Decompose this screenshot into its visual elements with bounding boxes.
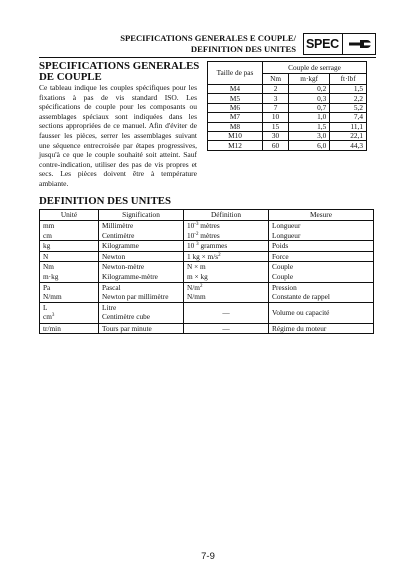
table-row	[208, 131, 367, 140]
unit-ftlbf: ft·lbf	[330, 74, 367, 85]
unit-cell: N/mm	[40, 292, 99, 302]
mesure-cell: Pression	[269, 282, 374, 292]
ftlbf-cell: 11,1	[330, 122, 367, 131]
nm-cell: 60	[263, 141, 289, 150]
mkgf-cell: 0,3	[289, 94, 330, 103]
definition-cell: N/mm	[184, 292, 269, 302]
nm-cell: 15	[263, 122, 289, 131]
table-row	[40, 221, 374, 231]
nm-cell: 10	[263, 113, 289, 122]
size-cell: M5	[208, 94, 263, 103]
mkgf-cell: 1,5	[289, 122, 330, 131]
definition-exponent: 2	[218, 252, 221, 258]
nm-cell: 7	[263, 103, 289, 112]
col-header-mesure: Mesure	[269, 210, 374, 221]
mesure-cell: Constante de rappel	[269, 292, 374, 302]
col-header-torque: Couple de serrage	[263, 62, 367, 74]
ftlbf-cell: 22,1	[330, 131, 367, 140]
signification-cell	[99, 302, 184, 323]
mkgf-cell: 0,2	[289, 85, 330, 94]
torque-table	[207, 61, 367, 151]
definition-exponent: 3	[196, 242, 199, 248]
mkgf-cell: 3,0	[289, 131, 330, 140]
wrench-icon	[343, 39, 375, 49]
definition-cell: N × m	[184, 262, 269, 272]
definition-cell	[184, 221, 269, 231]
header-title-line1: SPECIFICATIONS GENERALES E COUPLE/	[120, 33, 296, 43]
definition-exponent: 2	[199, 283, 203, 289]
unit-cell: Nm	[40, 262, 99, 272]
page-number: 7-9	[201, 551, 215, 562]
table-row	[40, 323, 374, 334]
mesure-cell: Longueur	[269, 231, 374, 241]
nm-cell: 30	[263, 131, 289, 140]
unit-litre: L	[43, 302, 48, 312]
table-row	[40, 302, 374, 323]
signification-cell: Newton par millimètre	[99, 292, 184, 302]
signification-cell: Kilogramme-mètre	[99, 272, 184, 282]
signification-cm3: Centimètre cube	[102, 312, 151, 322]
section-heading-torque	[39, 61, 199, 83]
definition-suffix: mètres	[198, 230, 220, 240]
unit-cell: mm	[40, 221, 99, 231]
ftlbf-cell: 5,2	[330, 103, 367, 112]
unit-cell: N	[40, 251, 99, 262]
section-heading-line1: SPECIFICATIONS GENERALES	[39, 60, 200, 72]
col-header-definition: Définition	[184, 210, 269, 221]
mesure-cell: Force	[269, 251, 374, 262]
definition-cell: —	[184, 302, 269, 323]
col-header-size: Taille de pas	[208, 62, 263, 85]
col-header-signification: Signification	[99, 210, 184, 221]
unit-cm3-base: cm	[43, 312, 52, 322]
mkgf-cell: 0,7	[289, 103, 330, 112]
table-row	[40, 272, 374, 282]
size-cell: M4	[208, 85, 263, 94]
signification-cell: Centimètre	[99, 231, 184, 241]
definition-base: 10	[187, 221, 195, 230]
definition-cell: m × kg	[184, 272, 269, 282]
col-header-unite: Unité	[40, 210, 99, 221]
table-row	[208, 94, 367, 103]
ftlbf-cell: 7,4	[330, 113, 367, 122]
size-cell: M10	[208, 131, 263, 140]
units-table	[39, 209, 374, 334]
table-row	[40, 251, 374, 262]
mesure-cell: Volume ou capacité	[269, 302, 374, 323]
ftlbf-cell: 1,5	[330, 85, 367, 94]
mesure-cell: Poids	[269, 241, 374, 252]
definition-exponent: -3	[194, 222, 199, 227]
nm-cell: 2	[263, 85, 289, 94]
definition-cell	[184, 231, 269, 241]
intro-paragraph: Ce tableau indique les couples spécifiques pour les fixations à pas de vis standard ISO. Les spécifications de couple pour les composants ou assemblages spéciaux sont indiquées dans les sections appropriées de ce manuel. Afin d'éviter de fausser les pièces, serrer les assemblages suivant une séquence entrecroisée par étapes progressives, jusqu'à ce que le couple souhaité soit atteint. Sauf contre-indication, utiliser des pas de vis propres et secs. Les pièces doivent être à température ambiante.	[39, 83, 197, 188]
table-row	[208, 141, 367, 150]
unit-nm: Nm	[263, 74, 289, 85]
section-heading-units: DEFINITION DES UNITES	[39, 195, 171, 207]
definition-base: N/m	[187, 282, 200, 292]
definition-cell: —	[184, 323, 269, 334]
signification-cell: Pascal	[99, 282, 184, 292]
unit-cm3	[43, 312, 95, 322]
ftlbf-cell: 44,3	[330, 141, 367, 150]
unit-cm3-exponent: 3	[51, 313, 55, 319]
mesure-cell: Longueur	[269, 221, 374, 231]
mkgf-cell: 6,0	[289, 141, 330, 150]
unit-cell: kg	[40, 241, 99, 252]
table-row	[40, 231, 374, 241]
nm-cell: 3	[263, 94, 289, 103]
mesure-cell: Couple	[269, 262, 374, 272]
spec-label: SPEC	[304, 34, 343, 54]
unit-cell: Pa	[40, 282, 99, 292]
definition-base: 10	[187, 230, 195, 240]
definition-cell	[184, 251, 269, 262]
unit-cell	[40, 302, 99, 323]
table-row	[208, 113, 367, 122]
section-heading-line2: DE COUPLE	[39, 71, 102, 83]
size-cell: M12	[208, 141, 263, 150]
definition-cell	[184, 282, 269, 292]
signification-cell: Kilogramme	[99, 241, 184, 252]
table-row	[40, 241, 374, 252]
header-title-line2: DEFINITION DES UNITES	[190, 44, 296, 54]
table-row	[208, 103, 367, 112]
header-rule	[39, 57, 376, 58]
size-cell: M8	[208, 122, 263, 131]
unit-mkgf: m·kgf	[289, 74, 330, 85]
definition-cell	[184, 241, 269, 252]
signification-litre: Litre	[102, 302, 117, 312]
signification-cell: Tours par minute	[99, 323, 184, 334]
definition-exponent: -2	[194, 231, 199, 237]
unit-cell: cm	[40, 231, 99, 241]
definition-suffix: grammes	[198, 241, 228, 251]
size-cell: M6	[208, 103, 263, 112]
definition-base: 1 kg × m/s	[187, 251, 219, 261]
table-row	[40, 282, 374, 292]
mesure-cell: Régime du moteur	[269, 323, 374, 334]
signification-cell: Millimètre	[99, 221, 184, 231]
header-title	[106, 33, 296, 55]
mesure-cell: Couple	[269, 272, 374, 282]
table-row	[40, 262, 374, 272]
mkgf-cell: 1,0	[289, 113, 330, 122]
definition-suffix: mètres	[198, 221, 220, 230]
signification-cell: Newton	[99, 251, 184, 262]
size-cell: M7	[208, 113, 263, 122]
table-row	[40, 292, 374, 302]
table-row	[208, 85, 367, 94]
signification-cell: Newton-mètre	[99, 262, 184, 272]
definition-base: 10	[187, 241, 197, 251]
spec-badge	[303, 33, 376, 55]
ftlbf-cell: 2,2	[330, 94, 367, 103]
unit-cell: m·kg	[40, 272, 99, 282]
unit-cell: tr/min	[40, 323, 99, 334]
table-row	[208, 122, 367, 131]
